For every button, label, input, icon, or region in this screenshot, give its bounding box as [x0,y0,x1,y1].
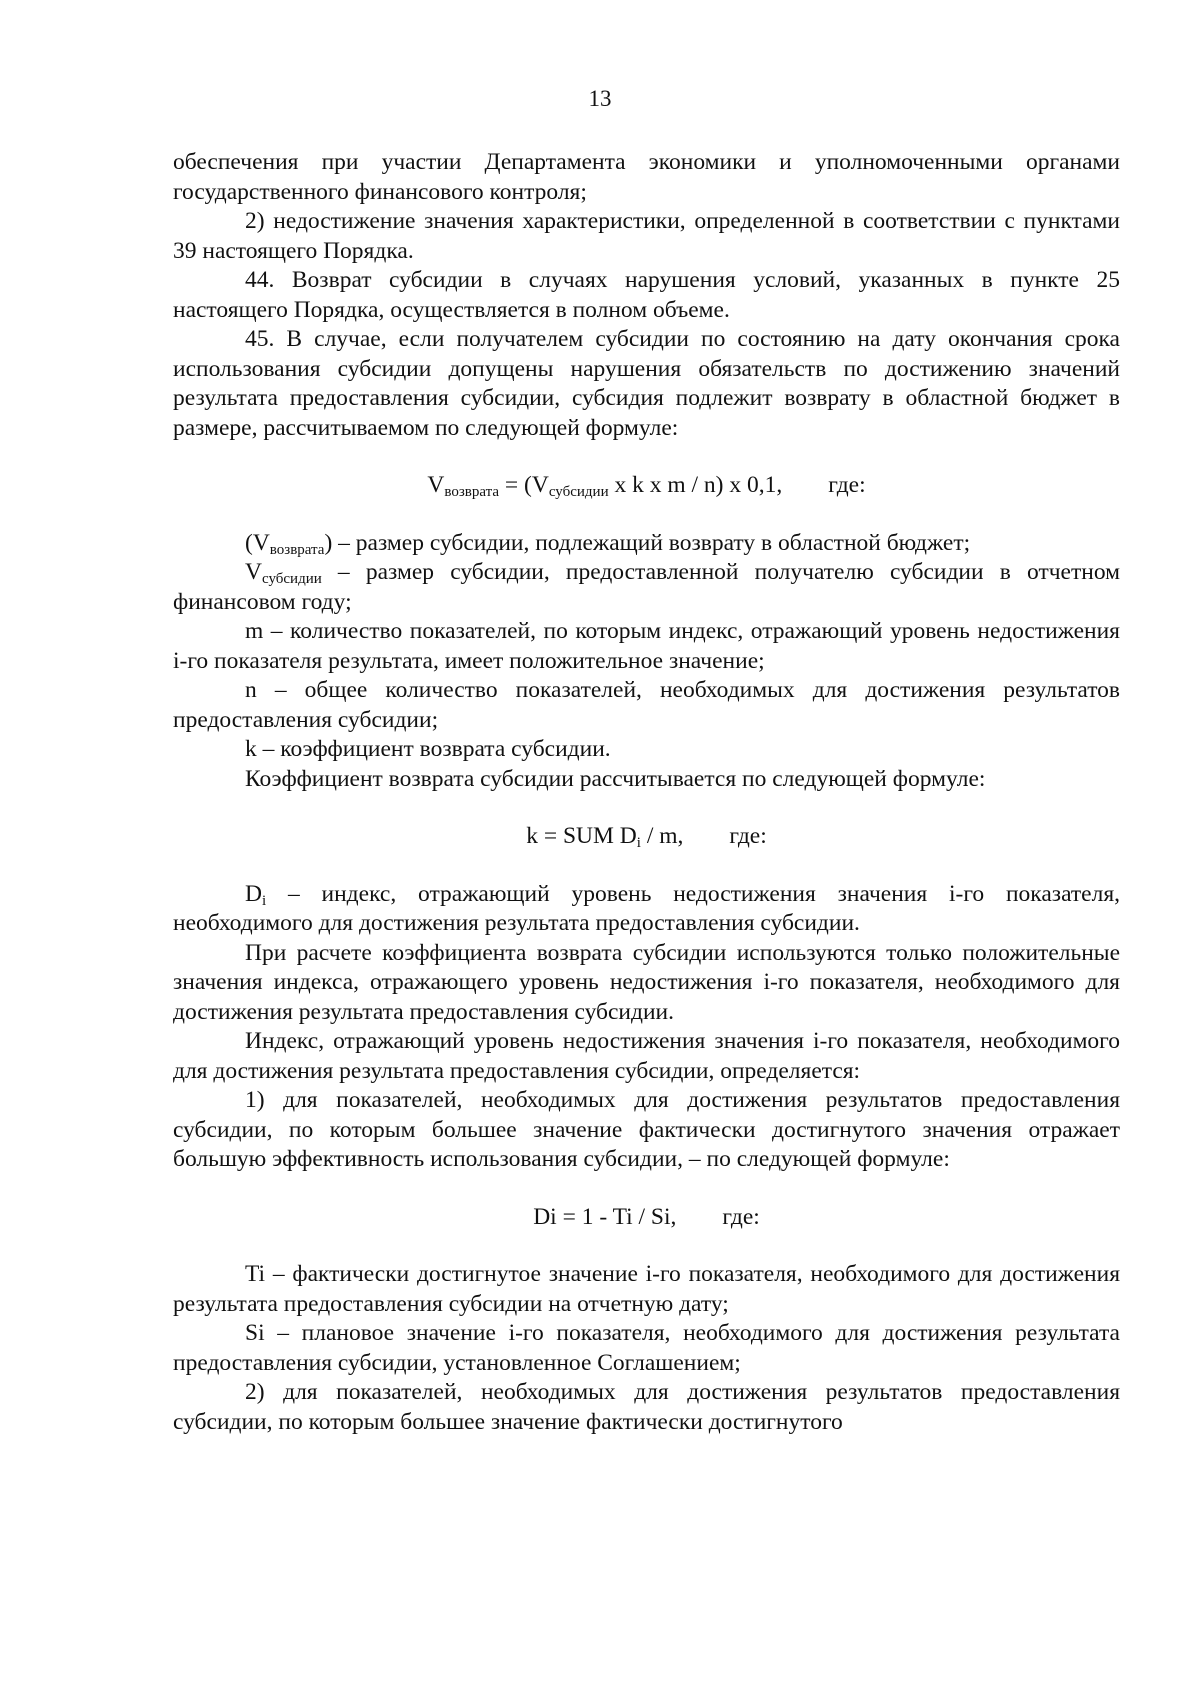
paragraph-44: 44. Возврат субсидии в случаях нарушения условий, указанных в пункте 25 настоящего Порядка, осуществляется в полном объеме. [173,267,1120,323]
definition-v-subsidy: $V_{субсидии}$ – размер субсидии, предоставленной получателю субсидии в отчетном финансовом году; [173,559,1120,615]
definition-ti: Ti – фактически достигнутое значение i-го показателя, необходимого для достижения результата предоставления субсидии на отчетную дату; [173,1261,1120,1317]
paragraph-item-2: 2) недостижение значения характеристики, определенной в соответствии с пунктами 39 настоящего Порядка. [173,208,1120,264]
formula-rest: x k x m / n) x 0,1, [608,472,783,498]
paragraph-continuation: обеспечения при участии Департамента экономики и уполномоченными органами государственного финансового контроля; [173,149,1120,205]
coefficient-intro: Коэффициент возврата субсидии рассчитывается по следующей формуле: [245,765,986,792]
formula-coefficient: k = SUM $D_i$ / m, где: [526,823,767,851]
definition-n: n – общее количество показателей, необходимых для достижения результатов предоставления субсидии; [173,677,1120,733]
document-body [173,148,1120,1437]
formula-return-amount [173,471,1120,501]
paragraph-positive-values: При расчете коэффициента возврата субсидии используются только положительные значения индекса, отражающего уровень недостижения i-го показателя, необходимого для достижения результата предоставления субсидии. [173,939,1120,1025]
formula-sub-return: возврата [444,484,500,500]
definition-si: Si – плановое значение i-го показателя, необходимого для достижения результата предоставления субсидии, установленное Соглашением; [173,1320,1120,1376]
formula-eq-open: = (V [499,472,549,498]
formula-v: V [427,472,445,498]
paragraph-45: 45. В случае, если получателем субсидии по состоянию на дату окончания срока использования субсидии допущены нарушения обязательств по достижению значений результата предоставления субсидии, субсидия подлежит возврату в областной бюджет в размере, рассчитываемом по следующей формуле: [173,326,1120,441]
formula-index: Di = 1 - Ti / Si, где: [533,1203,760,1230]
formula-sub-subsidy: субсидии [548,484,609,500]
definition-v-return: $(V_{возврата})$ – размер субсидии, подлежащий возврату в областной бюджет; [245,529,971,558]
definition-k: k – коэффициент возврата субсидии. [245,736,611,762]
page-number: 13 [588,86,612,111]
paragraph-index-determined: Индекс, отражающий уровень недостижения значения i-го показателя, необходимого для достижения результата предоставления субсидии, определяется: [173,1028,1120,1084]
paragraph-case-1: 1) для показателей, необходимых для достижения результатов предоставления субсидии, по которым большее значение фактически достигнутого значения отражает большую эффективность использования субсидии, – по следующей формуле: [173,1087,1120,1172]
formula-where: где: [828,472,866,498]
definition-m: m – количество показателей, по которым индекс, отражающий уровень недостижения i-го показателя результата, имеет положительное значение; [173,618,1120,674]
definition-di: $D_i$ – индекс, отражающий уровень недостижения значения i-го показателя, необходимого для достижения результата предоставления субсидии. [173,880,1120,936]
paragraph-case-2: 2) для показателей, необходимых для достижения результатов предоставления субсидии, по которым большее значение фактически достигнутого [173,1379,1120,1435]
